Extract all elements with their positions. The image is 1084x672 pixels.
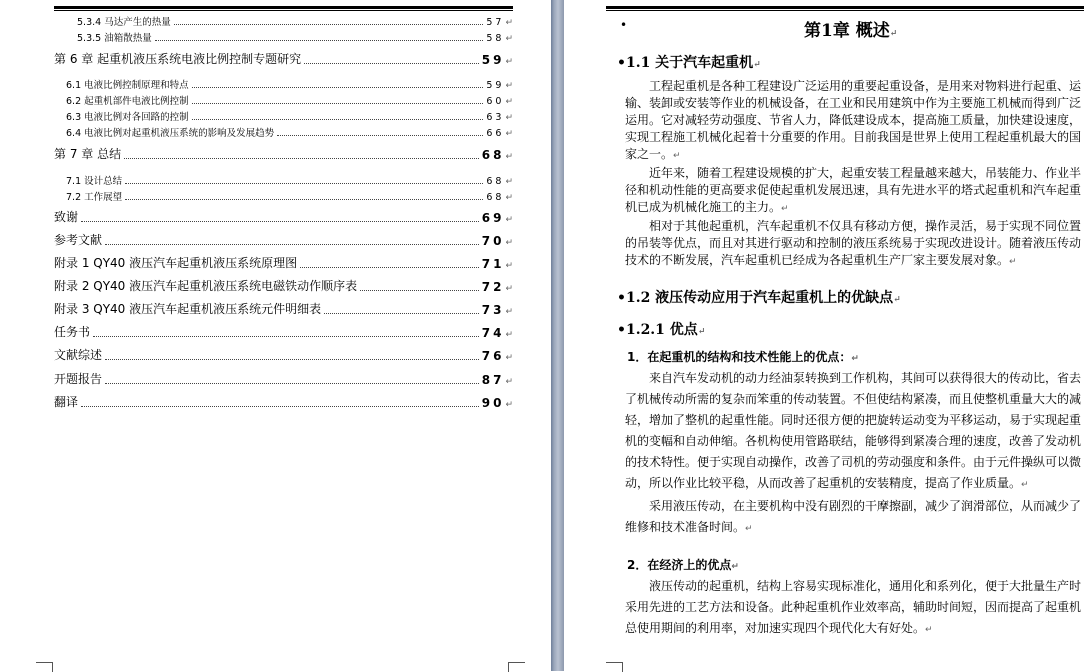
toc-entry[interactable]: 附录 1 QY40 液压汽车起重机液压系统原理图 71 ↵	[54, 256, 513, 271]
paragraph: 工程起重机是各种工程建设广泛运用的重要起重设备，是用来对物料进行起重、运输、装卸或安装等作业的机械设备，在工业和民用建筑中作为主要施工机械而得到广泛运用。它对减轻劳动强度、节省人力，降低建设成本，提高施工质量，加快建设速度，实现工程施工机械化起着十分重要的作用。目前我国是世界上使用工程起重机最大的国家之一。↵	[625, 79, 1082, 161]
toc-entry[interactable]: 附录 2 QY40 液压汽车起重机液压系统电磁铁动作顺序表 72 ↵	[54, 279, 513, 294]
paragraph: 近年来，随着工程建设规模的扩大，起重安装工程量越来越大，吊装能力、作业半径和机动性能的更高要求促使起重机发展迅速，具有先进水平的塔式起重机和汽车起重机已成为机械化施工的主力。↵	[625, 166, 1082, 214]
page-gutter	[551, 0, 564, 671]
toc-entry[interactable]: 开题报告 87 ↵	[54, 372, 513, 387]
toc-entry[interactable]: 7.1 设计总结 68 ↵	[66, 176, 513, 187]
paragraph: 相对于其他起重机，汽车起重机不仅具有移动方便，操作灵活，易于实现不同位置的吊装等优点，而且对其进行驱动和控制的液压系统易于实现改进设计。随着液压传动技术的不断发展，汽车起重机已经成为各起重机生产厂家主要发展对象。↵	[625, 219, 1082, 267]
header-rule-left	[54, 6, 513, 9]
toc-entry[interactable]: 6.3 电液比例对各回路的控制 63 ↵	[66, 112, 513, 123]
toc-entry[interactable]: 第 7 章 总结 68 ↵	[54, 147, 513, 162]
toc-entry[interactable]: 翻译 90 ↵	[54, 395, 513, 410]
paragraph: 液压传动的起重机，结构上容易实现标准化，通用化和系列化，便于大批量生产时采用先进的工艺方法和设备。此种起重机作业效率高，辅助时间短，因而提高了起重机总使用期间的利用率，对加速实现四个现代化大有好处。↵	[625, 579, 1082, 635]
section-title-1-2-1: •1.2.1 优点↵	[617, 322, 706, 338]
chapter-title: 第1章 概述↵	[804, 21, 898, 41]
toc-entry[interactable]: 参考文献 70 ↵	[54, 233, 513, 248]
toc-entry[interactable]: 5.3.5 油箱散热量 58 ↵	[77, 33, 513, 44]
economic-advantages-body	[625, 576, 1081, 641]
paragraph: 来自汽车发动机的动力经油泵转换到工作机构，其间可以获得很大的传动比，省去了机械传动所需的复杂而笨重的传动装置。不但使结构紧凑，而且使整机重量大大的减轻，增加了整机的起重性能。同时还很方便的把旋转运动变为平移运动，易于实现起重机的变幅和自动伸缩。各机构使用管路联结，能够得到紧凑合理的速度，改善了发动机的技术特性。便于实现自动操作，改善了司机的劳动强度和条件。由于元件操纵可以微动，所以作业比较平稳，从而改善了起重机的安装精度，提高了作业质量。↵	[625, 371, 1082, 490]
paragraph: 采用液压传动，在主要机构中没有剧烈的干摩擦副，减少了润滑部位，从而减少了维修和技术准备时间。↵	[625, 499, 1082, 534]
toc-entry[interactable]: 6.1 电液比例控制原理和特点 59 ↵	[66, 80, 513, 91]
structural-advantages-body	[625, 368, 1081, 540]
toc-entry[interactable]: 附录 3 QY40 液压汽车起重机液压系统元件明细表 73 ↵	[54, 302, 513, 317]
toc-entry[interactable]: 文献综述 76 ↵	[54, 348, 513, 363]
subheading-economic: 2．在经济上的优点↵	[627, 558, 739, 572]
subheading-structural: 1．在起重机的结构和技术性能上的优点：↵	[627, 350, 859, 364]
bullet-marker: •	[620, 18, 628, 32]
toc-entry[interactable]: 6.4 电液比例对起重机液压系统的影响及发展趋势 66 ↵	[66, 128, 513, 139]
section-1-1-body	[625, 78, 1081, 271]
toc-entry[interactable]: 6.2 起重机部件电液比例控制 60 ↵	[66, 96, 513, 107]
toc-entry[interactable]: 5.3.4 马达产生的热量 57 ↵	[77, 17, 513, 28]
section-title-1-1: •1.1 关于汽车起重机↵	[617, 55, 761, 71]
header-rule-left-thin	[54, 10, 513, 11]
section-title-1-2: •1.2 液压传动应用于汽车起重机上的优缺点↵	[617, 290, 901, 306]
toc-entry[interactable]: 任务书 74 ↵	[54, 325, 513, 340]
toc-entry[interactable]: 致谢 69 ↵	[54, 210, 513, 225]
header-rule-right	[606, 6, 1084, 9]
toc-entry[interactable]: 7.2 工作展望 68 ↵	[66, 192, 513, 203]
toc-entry[interactable]: 第 6 章 起重机液压系统电液比例控制专题研究 59 ↵	[54, 52, 513, 67]
header-rule-right-thin	[606, 10, 1084, 11]
